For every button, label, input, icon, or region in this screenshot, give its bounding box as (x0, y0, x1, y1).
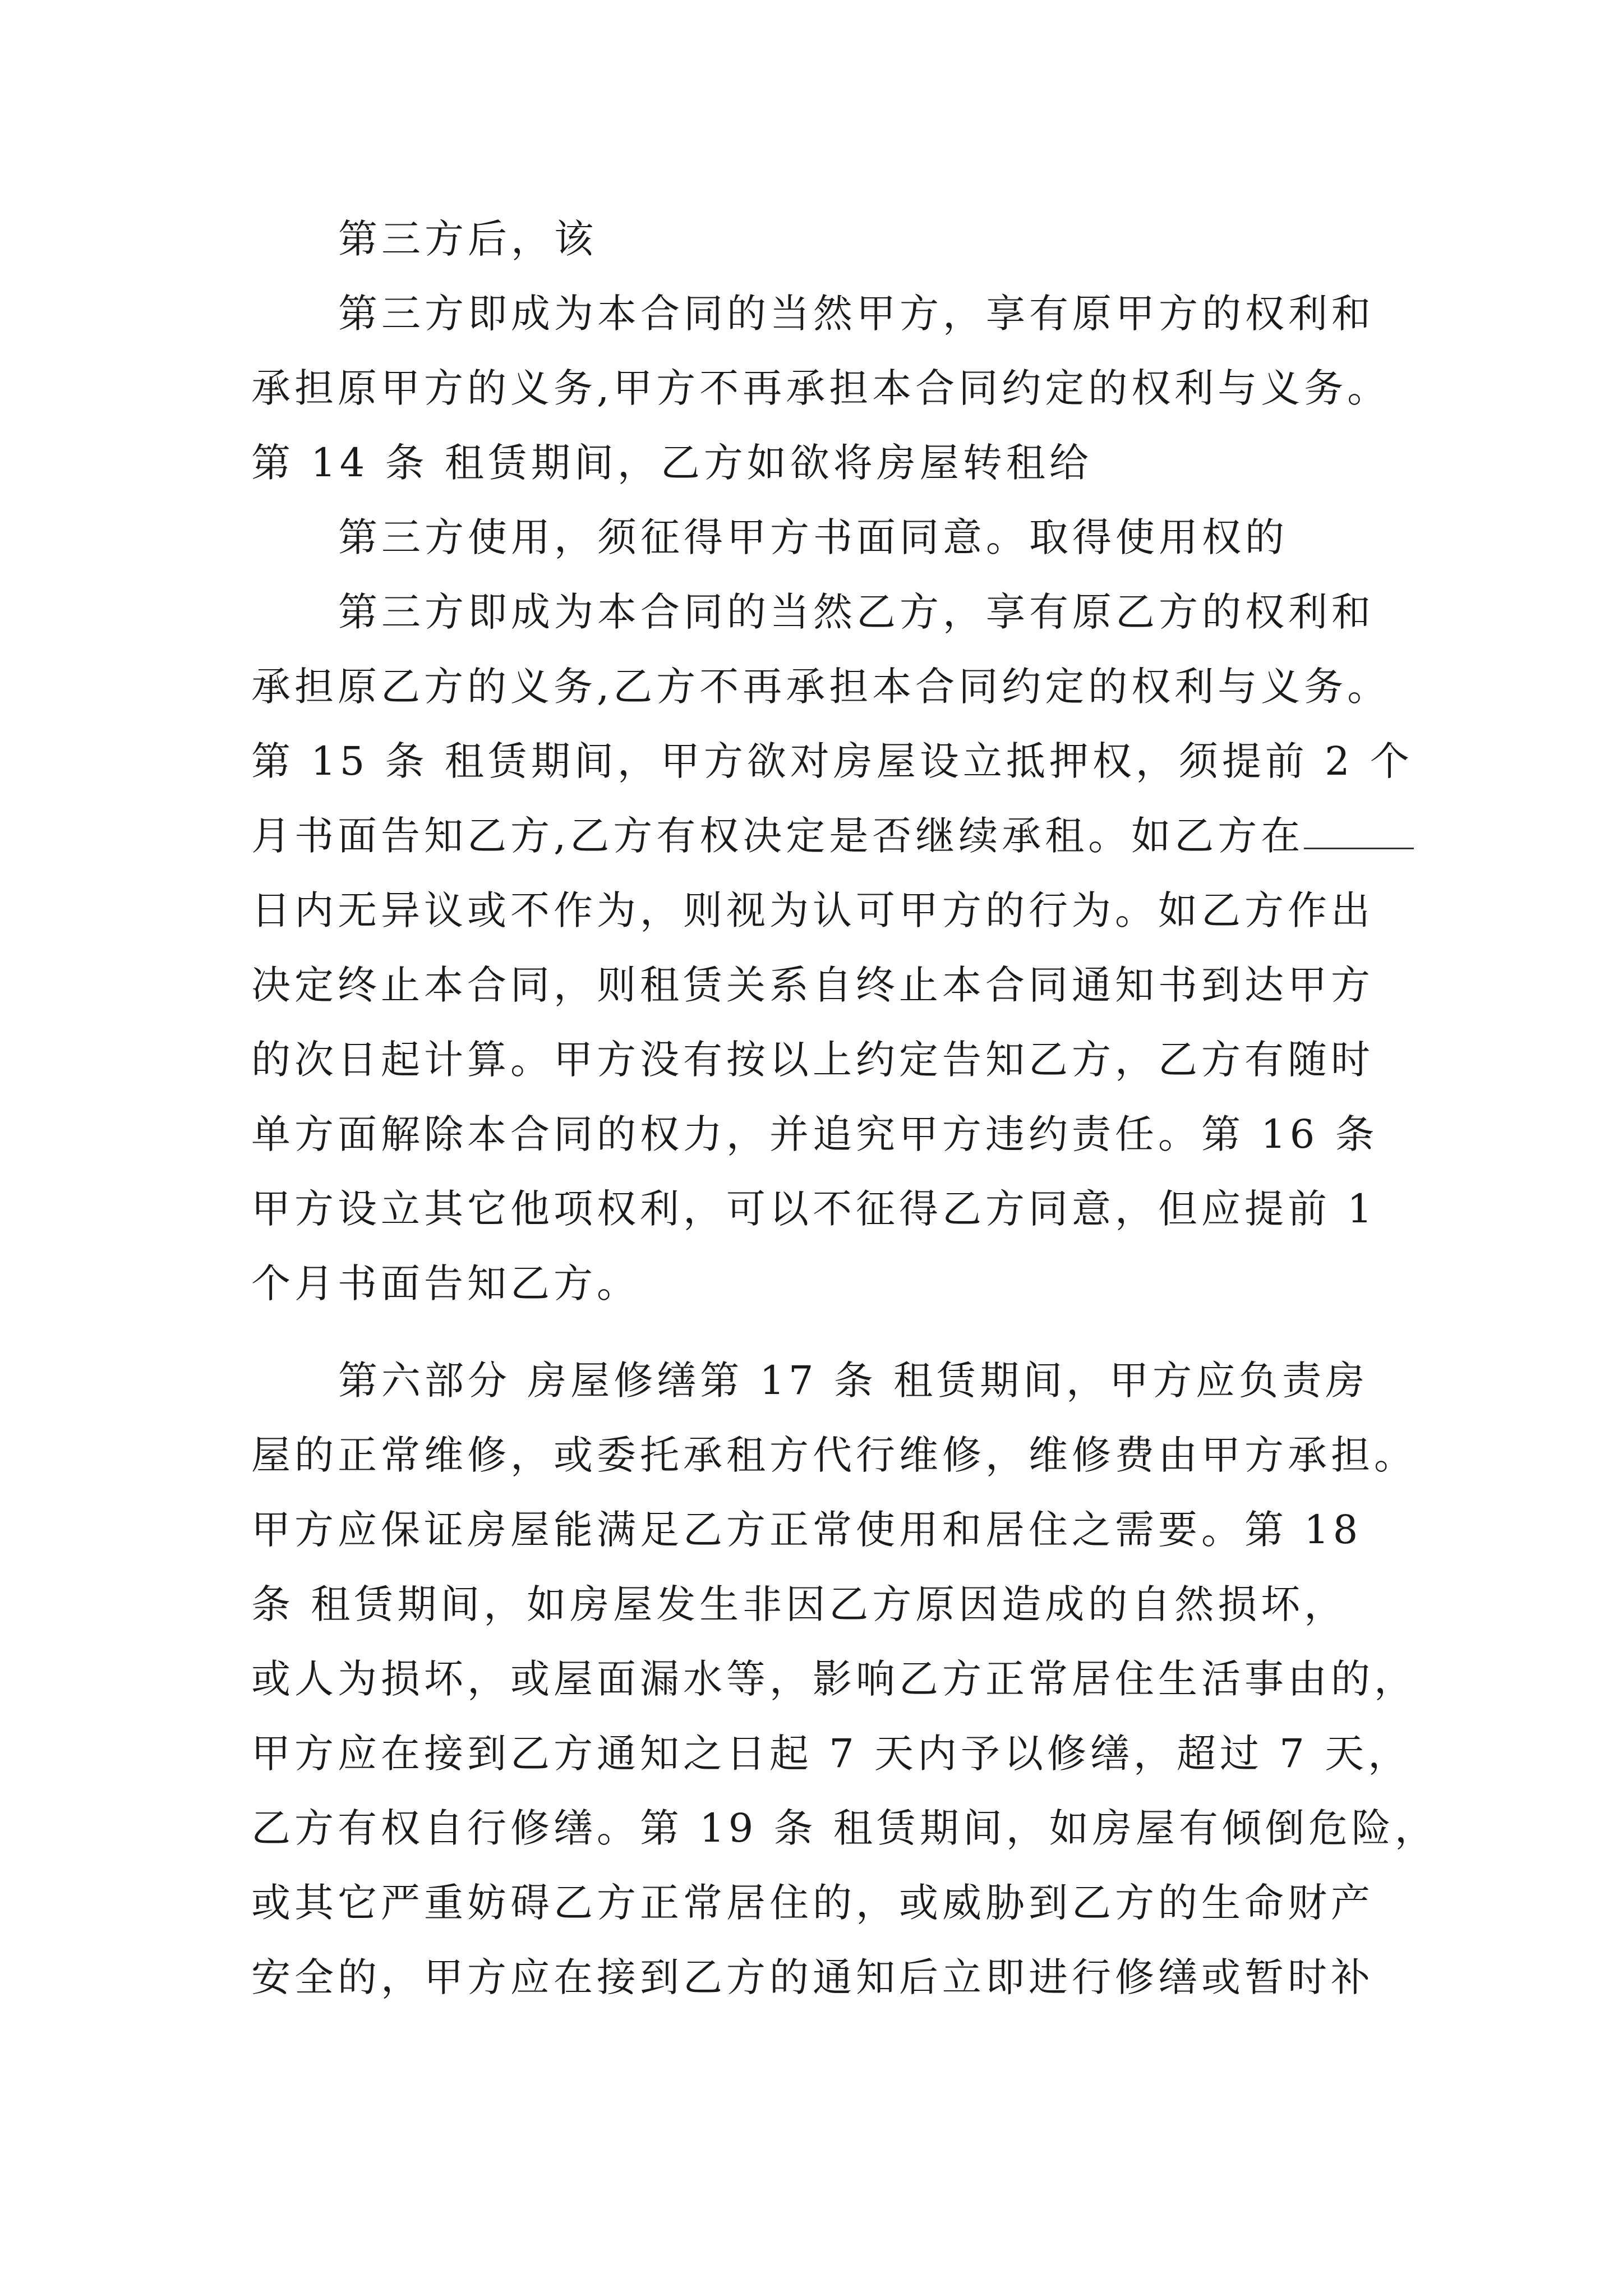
text-line-with-blank (251, 799, 1378, 873)
text-line: 第三方使用，须征得甲方书面同意。取得使用权的 (338, 514, 1288, 560)
section-heading-line: 第六部分 房屋修缮第 17 条 租赁期间，甲方应负责房 (338, 1358, 1369, 1404)
text-line: 或人为损坏，或屋面漏水等，影响乙方正常居住生活事由的， (251, 1656, 1417, 1702)
text-line: 单方面解除本合同的权力，并追究甲方违约责任。第 16 条 (251, 1111, 1378, 1157)
text-line: 条 租赁期间，如房屋发生非因乙方原因造成的自然损坏， (251, 1581, 1348, 1627)
document-body (251, 202, 1438, 2015)
text-segment: 月书面告知乙方,乙方有权决定是否继续承租。如乙方在 (251, 813, 1304, 859)
text-line: 屋的正常维修，或委托承租方代行维修，维修费由甲方承担。 (251, 1432, 1417, 1478)
text-line: 甲方设立其它他项权利，可以不征得乙方同意，但应提前 1 (251, 1186, 1376, 1232)
text-line: 第 15 条 租赁期间，甲方欲对房屋设立抵押权，须提前 2 个 (251, 738, 1413, 784)
text-line: 第 14 条 租赁期间，乙方如欲将房屋转租给 (251, 440, 1092, 486)
text-line: 承担原甲方的义务,甲方不再承担本合同约定的权利与义务。 (251, 365, 1391, 411)
text-line: 承担原乙方的义务,乙方不再承担本合同约定的权利与义务。 (251, 664, 1391, 710)
text-line: 甲方应在接到乙方通知之日起 7 天内予以修缮，超过 7 天， (251, 1731, 1412, 1777)
text-line: 或其它严重妨碍乙方正常居住的，或威胁到乙方的生命财产 (251, 1880, 1374, 1926)
text-line: 乙方有权自行修缮。第 19 条 租赁期间，如房屋有倾倒危险， (251, 1805, 1438, 1851)
text-line: 的次日起计算。甲方没有按以上约定告知乙方，乙方有随时 (251, 1037, 1374, 1083)
text-line: 个月书面告知乙方。 (251, 1260, 640, 1306)
text-line: 第三方即成为本合同的当然乙方，享有原乙方的权利和 (338, 589, 1375, 635)
text-line: 决定终止本合同，则租赁关系自终止本合同通知书到达甲方 (251, 962, 1374, 1008)
text-line: 第三方后，该 (338, 216, 597, 262)
text-line: 日内无异议或不作为，则视为认可甲方的行为。如乙方作出 (251, 887, 1374, 933)
text-line: 甲方应保证房屋能满足乙方正常使用和居住之需要。第 18 (251, 1507, 1362, 1553)
fill-in-blank (1304, 804, 1414, 849)
text-line: 安全的，甲方应在接到乙方的通知后立即进行修缮或暂时补 (251, 1954, 1374, 2000)
text-line: 第三方即成为本合同的当然甲方，享有原甲方的权利和 (338, 291, 1375, 337)
